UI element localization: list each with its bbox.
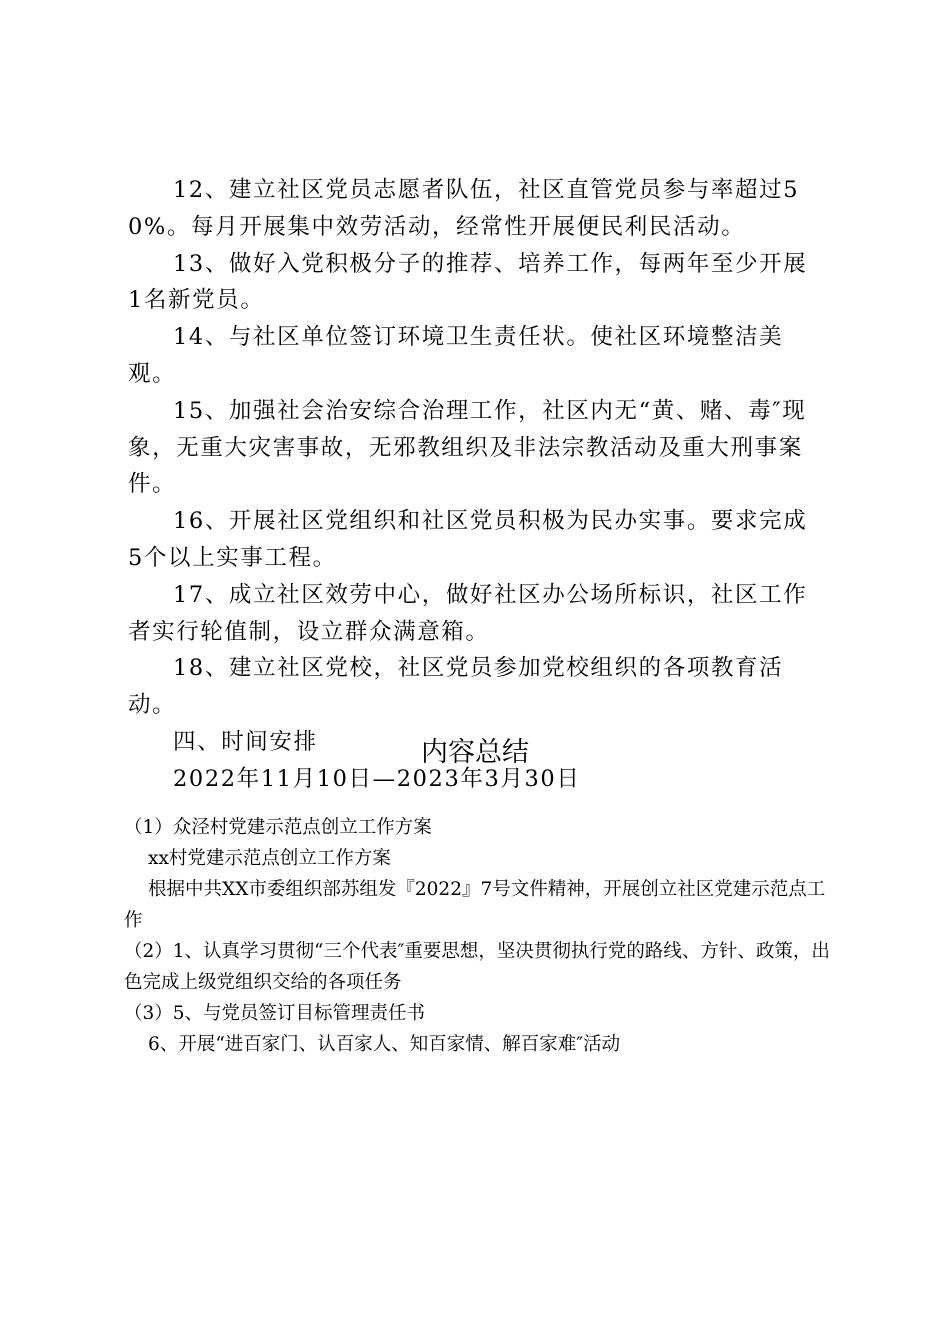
paragraph-item-15: 15、加强社会治安综合治理工作，社区内无“黄、赌、毒″现象，无重大灾害事故，无邪教组织及非法宗教活动及重大刑事案件。 — [128, 397, 807, 498]
summary-item-5: （3）5、与党员签订目标管理责任书 — [124, 1003, 426, 1024]
paragraph-item-17: 17、成立社区效劳中心，做好社区办公场所标识，社区工作者实行轮值制，设立群众满意箱。 — [128, 581, 808, 645]
paragraph-item-18: 18、建立社区党校，社区党员参加党校组织的各项教育活动。 — [128, 655, 784, 719]
paragraph-item-14: 14、与社区单位签订环境卫生责任状。使社区环境整洁美观。 — [128, 324, 784, 387]
paragraph-item-13: 13、做好入党积极分子的推荐、培养工作，每两年至少开展1名新党员。 — [128, 250, 808, 314]
paragraph-item-12: 12、建立社区党员志愿者队伍，社区直管党员参与率超过50%。每月开展集中效劳活动，经常性开展便民利民活动。 — [128, 177, 800, 240]
summary-section — [124, 812, 840, 1060]
body-text — [128, 172, 823, 798]
summary-item-1: （1）众泾村党建示范点创立工作方案 — [124, 817, 432, 838]
summary-title: 内容总结 — [421, 737, 529, 768]
section-heading-schedule: 四、时间安排 — [173, 728, 318, 755]
summary-item-6: 6、开展“进百家门、认百家人、知百家情、解百家难″活动 — [148, 1034, 621, 1055]
summary-item-2: xx村党建示范点创立工作方案 — [148, 848, 391, 869]
paragraph-item-16: 16、开展社区党组织和社区党员积极为民办实事。要求完成5个以上实事工程。 — [128, 508, 808, 571]
summary-item-4: （2）1、认真学习贯彻“三个代表″重要思想，坚决贯彻执行党的路线、方针、政策，出色完成上级党组织交给的各项任务 — [124, 941, 830, 993]
summary-item-3: 根据中共XX市委组织部苏组发『2022』7号文件精神，开展创立社区党建示范点工作 — [124, 879, 826, 931]
schedule-date-range: 2022年11月10日—2023年3月30日 — [173, 765, 581, 792]
